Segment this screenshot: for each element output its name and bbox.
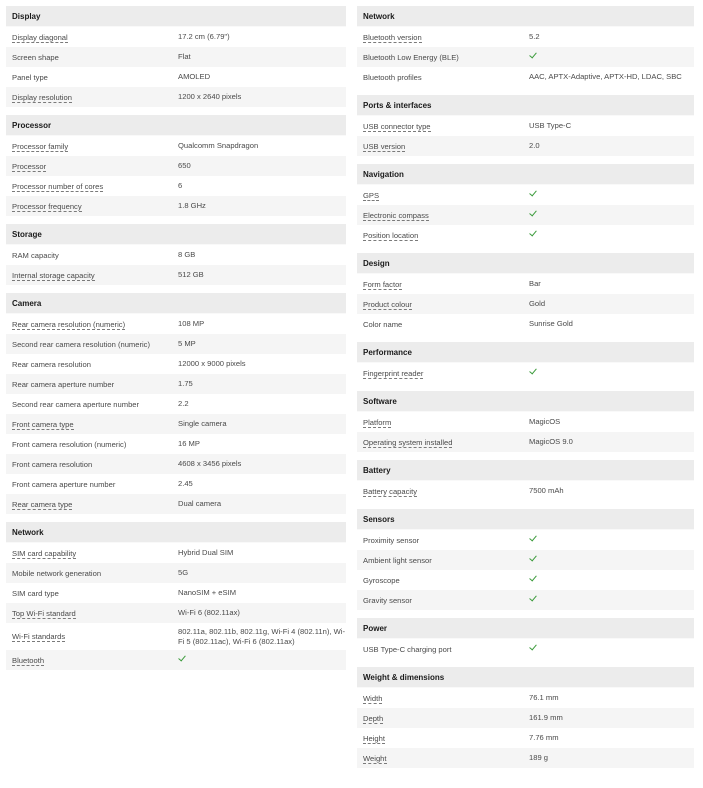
spec-label[interactable] [357,734,529,743]
spec-row-proximity-sensor [357,530,694,550]
spec-label[interactable] [357,418,529,427]
spec-rows [6,27,346,107]
checkmark-icon [529,594,539,604]
spec-row-rear-camera-type [6,494,346,514]
spec-value: USB Type-C [529,121,572,130]
section-heading: Design [357,253,694,274]
spec-row-front-camera-resolution-numeric [6,434,346,454]
spec-label[interactable] [6,202,178,211]
spec-row-wi-fi-standards [6,623,346,650]
spec-value-yes [529,367,539,380]
spec-label[interactable] [357,300,529,309]
spec-label-tooltip-link[interactable]: Wi-Fi standards [12,632,66,641]
spec-value: 4608 x 3456 pixels [178,459,242,468]
spec-row-product-colour [357,294,694,314]
spec-label[interactable] [357,231,529,240]
checkmark-icon [529,534,539,544]
spec-label-tooltip-link[interactable]: Form factor [363,279,402,289]
spec-label-text: Ambient light sensor [363,555,432,565]
spec-row-color-name [357,314,694,334]
spec-label [6,569,178,578]
spec-row-depth [357,708,694,728]
spec-row-weight [357,748,694,768]
spec-label[interactable] [357,191,529,200]
spec-value: 161.9 mm [529,713,563,722]
spec-label-text: RAM capacity [12,250,59,260]
spec-label [6,480,178,489]
spec-value-yes [529,643,539,656]
checkmark-icon [178,654,188,664]
spec-row-processor [6,156,346,176]
spec-row-mobile-network-generation [6,563,346,583]
spec-label [357,536,529,545]
spec-value: 5.2 [529,32,540,41]
spec-label[interactable] [6,33,178,42]
spec-row-gps [357,185,694,205]
spec-label-tooltip-link[interactable]: Weight [363,753,387,763]
section-heading: Sensors [357,509,694,530]
spec-label[interactable] [357,438,529,447]
spec-label [6,73,178,82]
checkmark-icon [529,554,539,564]
spec-row-position-location [357,225,694,245]
spec-rows [357,185,694,245]
spec-value: 1.75 [178,379,193,388]
spec-label-tooltip-link[interactable]: USB version [363,141,406,151]
spec-rows [6,314,346,514]
spec-row-usb-type-c-charging-port [357,639,694,659]
section-heading: Camera [6,293,346,314]
spec-label-text: Bluetooth profiles [363,72,422,82]
spec-value: 2.0 [529,141,540,150]
spec-value-yes [529,534,539,547]
spec-rows [357,530,694,610]
spec-row-front-camera-type [6,414,346,434]
spec-row-ram-capacity [6,245,346,265]
spec-value: 7500 mAh [529,486,564,495]
spec-value: MagicOS 9.0 [529,437,573,446]
spec-rows [357,412,694,452]
spec-label[interactable] [6,656,178,665]
spec-row-rear-camera-resolution [6,354,346,374]
spec-label-text: Second rear camera aperture number [12,399,140,409]
spec-label-text: Gravity sensor [363,595,412,605]
spec-label-text: Proximity sensor [363,535,420,545]
spec-label[interactable] [357,369,529,378]
spec-label-text: Bluetooth Low Energy (BLE) [363,52,459,62]
spec-section-weight-and-dimensions [357,667,694,768]
spec-label-tooltip-link[interactable]: Product colour [363,299,412,309]
spec-rows [357,481,694,501]
spec-section-performance [357,342,694,383]
checkmark-icon [529,189,539,199]
spec-value: 16 MP [178,439,200,448]
spec-rows [357,688,694,768]
spec-label-tooltip-link[interactable]: Display diagonal [12,32,68,42]
spec-label [6,589,178,598]
section-heading: Processor [6,115,346,136]
spec-label[interactable] [357,754,529,763]
spec-row-platform [357,412,694,432]
spec-row-bluetooth-low-energy-ble [357,47,694,67]
spec-row-display-diagonal [6,27,346,47]
spec-label-text: Mobile network generation [12,568,102,578]
spec-row-second-rear-camera-resolution-numeric [6,334,346,354]
spec-label-tooltip-link[interactable]: Processor frequency [12,201,82,211]
spec-value: Hybrid Dual SIM [178,548,234,557]
spec-row-panel-type [6,67,346,87]
spec-column-right [357,6,694,776]
spec-value: Qualcomm Snapdragon [178,141,259,150]
spec-label[interactable] [357,487,529,496]
spec-row-electronic-compass [357,205,694,225]
spec-label [357,645,529,654]
spec-value-yes [529,189,539,202]
spec-column-left [6,6,346,678]
spec-label-tooltip-link[interactable]: Depth [363,713,384,723]
spec-row-form-factor [357,274,694,294]
spec-label[interactable] [6,632,178,641]
spec-label[interactable] [6,320,178,329]
spec-value: 17.2 cm (6.79") [178,32,230,41]
spec-label-tooltip-link[interactable]: Processor family [12,141,69,151]
spec-label[interactable] [6,182,178,191]
spec-row-height [357,728,694,748]
spec-label [357,576,529,585]
spec-label [6,360,178,369]
spec-label-tooltip-link[interactable]: Battery capacity [363,486,418,496]
spec-label-text: USB Type-C charging port [363,644,452,654]
spec-row-width [357,688,694,708]
spec-label[interactable] [6,609,178,618]
spec-section-design [357,253,694,334]
spec-value: 1200 x 2640 pixels [178,92,242,101]
spec-row-bluetooth [6,650,346,670]
spec-value-yes [529,574,539,587]
spec-value-yes [529,209,539,222]
checkmark-icon [529,51,539,61]
spec-section-camera [6,293,346,514]
spec-row-display-resolution [6,87,346,107]
spec-value-yes [529,229,539,242]
spec-label[interactable] [357,142,529,151]
checkmark-icon [529,574,539,584]
spec-value: 650 [178,161,191,170]
spec-label[interactable] [357,33,529,42]
spec-row-fingerprint-reader [357,363,694,383]
spec-label-tooltip-link[interactable]: USB connector type [363,121,431,131]
spec-label[interactable] [6,271,178,280]
spec-value: 12000 x 9000 pixels [178,359,246,368]
spec-row-bluetooth-version [357,27,694,47]
spec-label[interactable] [6,500,178,509]
spec-value: 108 MP [178,319,205,328]
spec-label[interactable] [6,420,178,429]
spec-label [357,53,529,62]
spec-value: 5G [178,568,189,577]
spec-label-text: Rear camera aperture number [12,379,115,389]
spec-row-operating-system-installed [357,432,694,452]
spec-value: NanoSIM + eSIM [178,588,237,597]
spec-row-front-camera-resolution [6,454,346,474]
spec-row-internal-storage-capacity [6,265,346,285]
section-heading: Performance [357,342,694,363]
spec-rows [6,245,346,285]
spec-value: 7.76 mm [529,733,559,742]
spec-value: 1.8 GHz [178,201,206,210]
section-heading: Battery [357,460,694,481]
spec-value: Flat [178,52,191,61]
spec-row-bluetooth-profiles [357,67,694,87]
spec-row-top-wi-fi-standard [6,603,346,623]
spec-label[interactable] [357,694,529,703]
checkmark-icon [529,643,539,653]
spec-section-power [357,618,694,659]
spec-value-yes [529,554,539,567]
spec-rows [357,116,694,156]
spec-label-tooltip-link[interactable]: SIM card capability [12,548,77,558]
spec-label-text: Second rear camera resolution (numeric) [12,339,151,349]
spec-row-screen-shape [6,47,346,67]
spec-label-text: Panel type [12,72,48,82]
spec-label-tooltip-link[interactable]: Display resolution [12,92,72,102]
section-heading: Network [6,522,346,543]
spec-section-ports-and-interfaces [357,95,694,156]
spec-value: 8 GB [178,250,196,259]
spec-label-tooltip-link[interactable]: Processor number of cores [12,181,104,191]
spec-value: 2.2 [178,399,189,408]
spec-label-tooltip-link[interactable]: Width [363,693,383,703]
spec-label-tooltip-link[interactable]: Internal storage capacity [12,270,95,280]
spec-value: Wi-Fi 6 (802.11ax) [178,608,240,617]
spec-section-software [357,391,694,452]
spec-label [6,460,178,469]
section-heading: Navigation [357,164,694,185]
spec-row-processor-number-of-cores [6,176,346,196]
spec-value: Bar [529,279,541,288]
spec-section-network [6,522,346,670]
spec-label [357,556,529,565]
spec-label-tooltip-link[interactable]: GPS [363,190,380,200]
spec-value: 512 GB [178,270,204,279]
spec-section-sensors [357,509,694,610]
section-heading: Weight & dimensions [357,667,694,688]
spec-label[interactable] [6,93,178,102]
spec-rows [357,639,694,659]
spec-label [6,340,178,349]
spec-label-tooltip-link[interactable]: Operating system installed [363,437,453,447]
spec-label-text: Gyroscope [363,575,400,585]
spec-label-tooltip-link[interactable]: Front camera type [12,419,74,429]
spec-label [6,440,178,449]
section-heading: Storage [6,224,346,245]
spec-section-display [6,6,346,107]
spec-rows [357,27,694,87]
spec-row-usb-version [357,136,694,156]
spec-label-text: Color name [363,319,403,329]
checkmark-icon [529,229,539,239]
spec-label [6,400,178,409]
section-heading: Software [357,391,694,412]
spec-label-tooltip-link[interactable]: Height [363,733,385,743]
spec-label-text: Front camera resolution (numeric) [12,439,127,449]
spec-label [357,320,529,329]
spec-row-front-camera-aperture-number [6,474,346,494]
spec-row-sim-card-capability [6,543,346,563]
spec-section-battery [357,460,694,501]
spec-section-network [357,6,694,87]
spec-label[interactable] [357,714,529,723]
spec-label-tooltip-link[interactable]: Processor [12,161,47,171]
spec-section-navigation [357,164,694,245]
spec-label-tooltip-link[interactable]: Fingerprint reader [363,368,424,378]
spec-label[interactable] [6,549,178,558]
spec-value: MagicOS [529,417,561,426]
spec-label [357,73,529,82]
spec-value: Gold [529,299,546,308]
spec-label[interactable] [357,122,529,131]
spec-label-tooltip-link[interactable]: Rear camera resolution (numeric) [12,319,126,329]
checkmark-icon [529,209,539,219]
spec-row-sim-card-type [6,583,346,603]
spec-value: Sunrise Gold [529,319,573,328]
spec-value: 5 MP [178,339,196,348]
spec-label-tooltip-link[interactable]: Platform [363,417,392,427]
section-heading: Network [357,6,694,27]
spec-label-text: SIM card type [12,588,59,598]
spec-value: AAC, APTX-Adaptive, APTX-HD, LDAC, SBC [529,72,682,81]
spec-label-tooltip-link[interactable]: Bluetooth version [363,32,422,42]
spec-row-processor-frequency [6,196,346,216]
spec-label [357,596,529,605]
spec-label-tooltip-link[interactable]: Bluetooth [12,655,45,665]
spec-rows [6,543,346,670]
spec-row-rear-camera-resolution-numeric [6,314,346,334]
spec-value: 76.1 mm [529,693,559,702]
spec-label [6,380,178,389]
spec-label-tooltip-link[interactable]: Rear camera type [12,499,73,509]
spec-rows [357,363,694,383]
spec-value-yes [529,51,539,64]
spec-row-second-rear-camera-aperture-number [6,394,346,414]
spec-label[interactable] [357,280,529,289]
section-heading: Power [357,618,694,639]
spec-value: Dual camera [178,499,222,508]
spec-value: 2.45 [178,479,193,488]
spec-label-tooltip-link[interactable]: Top Wi-Fi standard [12,608,76,618]
spec-label-text: Screen shape [12,52,59,62]
spec-rows [6,136,346,216]
spec-value: AMOLED [178,72,211,81]
spec-value: 189 g [529,753,549,762]
spec-label[interactable] [357,211,529,220]
section-heading: Ports & interfaces [357,95,694,116]
spec-label [6,251,178,260]
section-heading: Display [6,6,346,27]
spec-row-usb-connector-type [357,116,694,136]
spec-label-text: Rear camera resolution [12,359,91,369]
spec-value: 6 [178,181,183,190]
spec-label [6,53,178,62]
spec-label[interactable] [6,162,178,171]
spec-value-yes [529,594,539,607]
spec-row-battery-capacity [357,481,694,501]
spec-section-processor [6,115,346,216]
spec-label-text: Front camera resolution [12,459,93,469]
spec-rows [357,274,694,334]
spec-label-tooltip-link[interactable]: Position location [363,230,419,240]
spec-row-gyroscope [357,570,694,590]
spec-row-gravity-sensor [357,590,694,610]
spec-value-yes [178,654,188,667]
spec-label[interactable] [6,142,178,151]
spec-row-processor-family [6,136,346,156]
spec-value: 802.11a, 802.11b, 802.11g, Wi-Fi 4 (802.11n), Wi-Fi 5 (802.11ac), Wi-Fi 6 (802.11ax) [178,626,346,646]
spec-label-tooltip-link[interactable]: Electronic compass [363,210,429,220]
spec-label-text: Front camera aperture number [12,479,116,489]
checkmark-icon [529,367,539,377]
spec-row-ambient-light-sensor [357,550,694,570]
spec-value: Single camera [178,419,227,428]
spec-section-storage [6,224,346,285]
spec-row-rear-camera-aperture-number [6,374,346,394]
